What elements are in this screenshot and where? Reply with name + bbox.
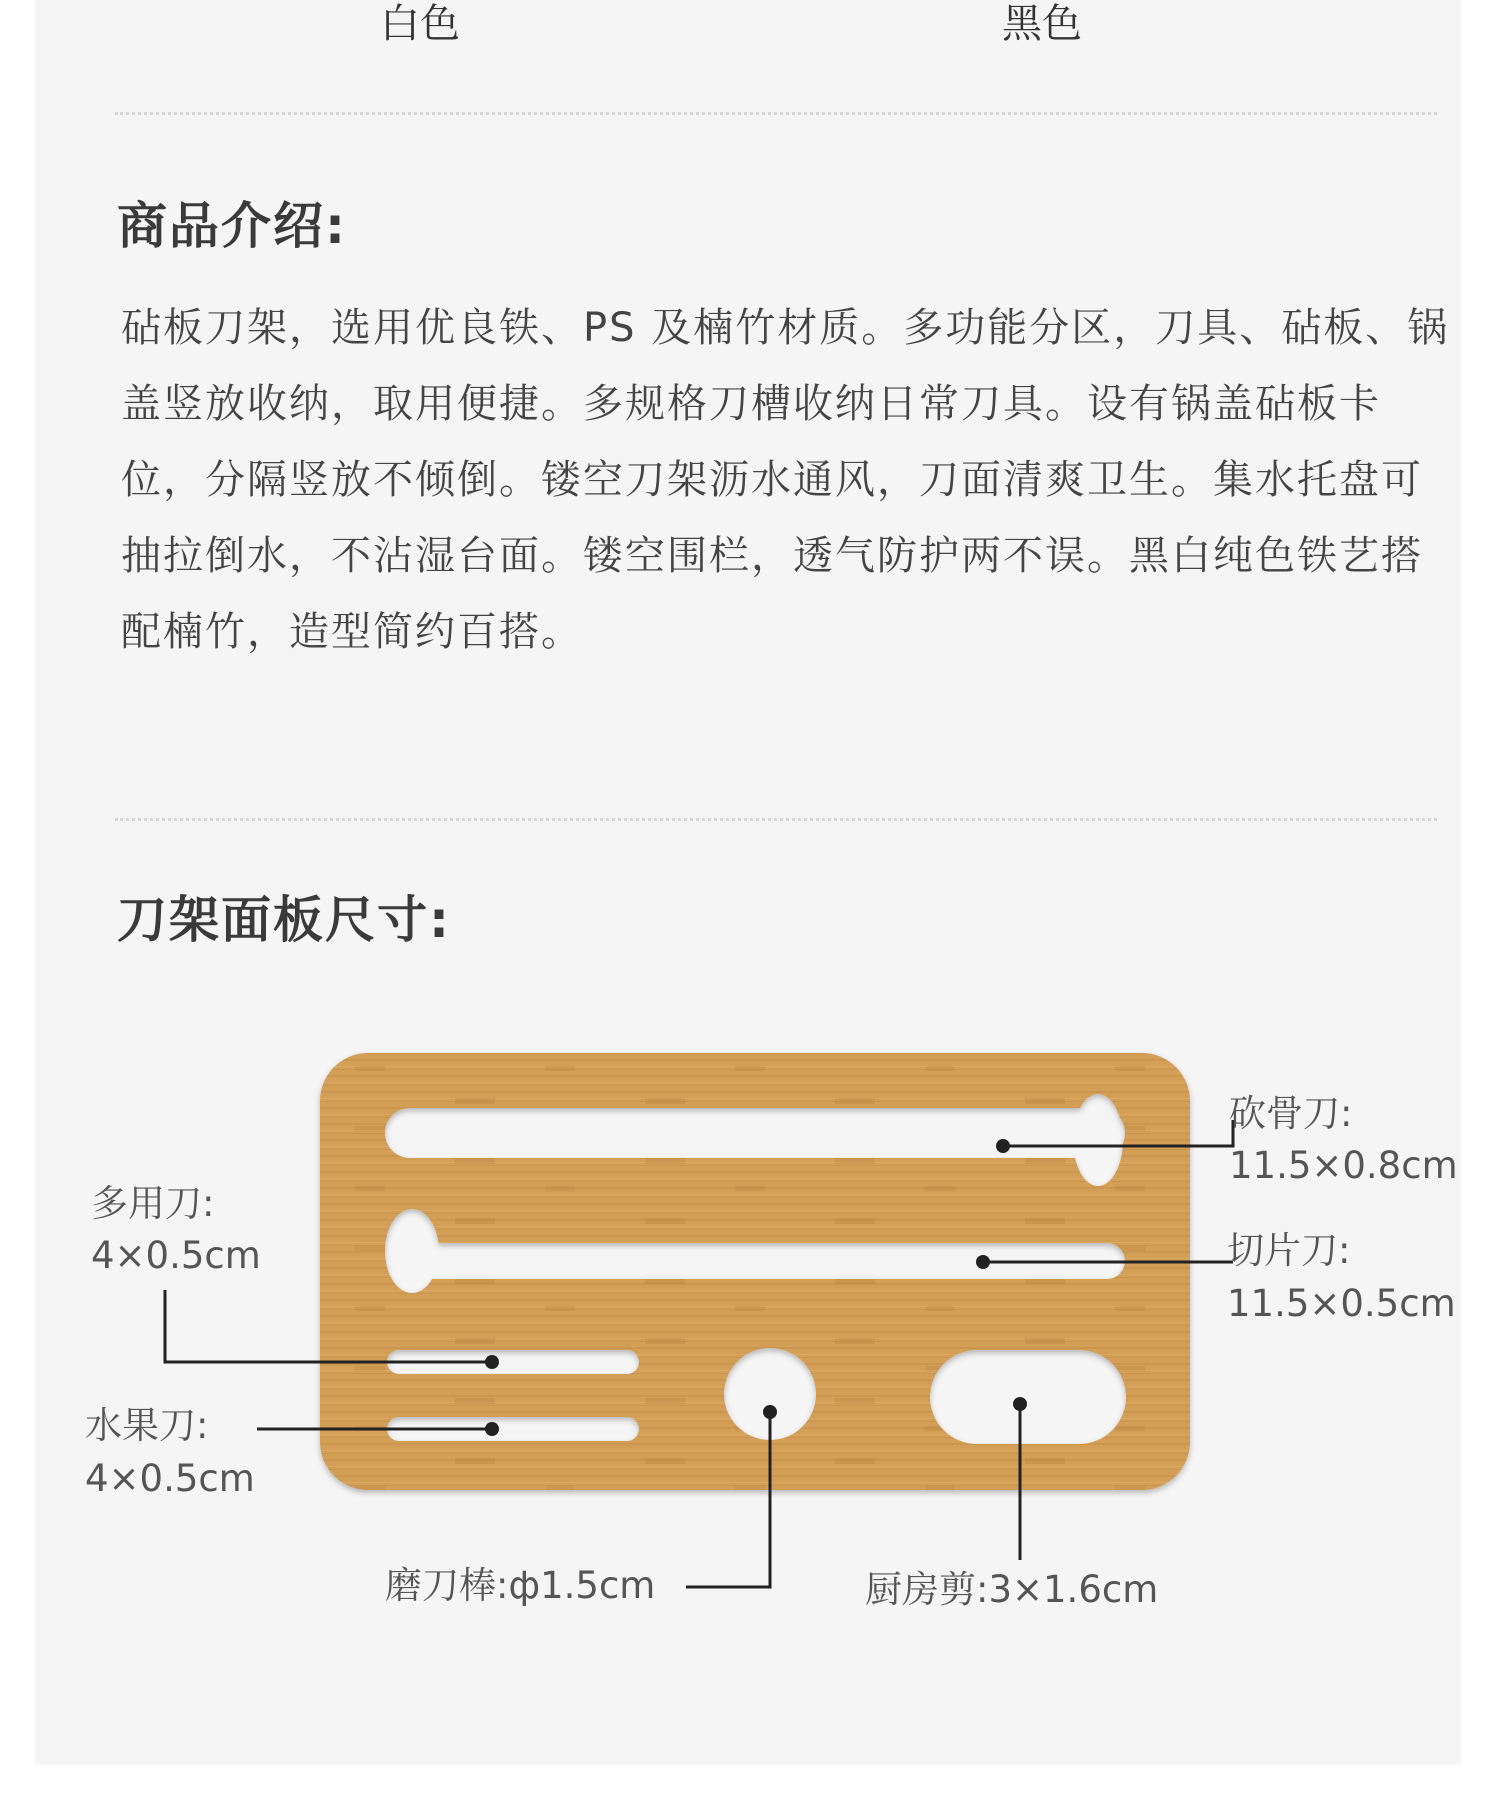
label-sharpener: [385, 1562, 655, 1610]
label-sharpener-name: 磨刀棒:: [385, 1564, 509, 1607]
label-scissors-name: 厨房剪:: [865, 1568, 989, 1611]
dimensions-title: 刀架面板尺寸:: [117, 891, 451, 949]
intro-title: 商品介绍:: [117, 197, 347, 255]
color-option-white[interactable]: 白色: [380, 1, 460, 47]
dot-slicing: [976, 1255, 990, 1269]
color-option-black[interactable]: 黑色: [1002, 1, 1082, 47]
label-slicing-size: 11.5×0.5cm: [1227, 1282, 1456, 1325]
label-scissors-size: 3×1.6cm: [988, 1568, 1159, 1611]
label-sharpener-size: ф1.5cm: [508, 1564, 656, 1607]
dot-cleaver: [996, 1139, 1010, 1153]
label-fruit-size: 4×0.5cm: [85, 1457, 255, 1500]
dot-scissors: [1013, 1397, 1027, 1411]
label-fruit-name: 水果刀:: [85, 1404, 209, 1447]
label-multipurpose-size: 4×0.5cm: [91, 1234, 261, 1277]
label-scissors: [865, 1566, 1158, 1614]
label-slicing-name: 切片刀:: [1227, 1229, 1351, 1272]
dot-sharpener: [763, 1405, 777, 1419]
label-multipurpose-name: 多用刀:: [91, 1182, 215, 1225]
label-cleaver-name: 砍骨刀:: [1229, 1092, 1353, 1135]
label-cleaver-size: 11.5×0.8cm: [1229, 1144, 1458, 1187]
dot-multipurpose: [485, 1355, 499, 1369]
product-detail-card: [35, 0, 1461, 1765]
intro-text: 砧板刀架，选用优良铁、PS 及楠竹材质。多功能分区，刀具、砧板、锅盖竖放收纳，取用便捷。多规格刀槽收纳日常刀具。设有锅盖砧板卡位，分隔竖放不倾倒。镂空刀架沥水通风，刀面清爽卫生。集水托盘可抽拉倒水，不沾湿台面。镂空围栏，透气防护两不误。黑白纯色铁艺搭配楠竹，造型简约百搭。: [121, 305, 1450, 655]
dot-fruit: [485, 1422, 499, 1436]
